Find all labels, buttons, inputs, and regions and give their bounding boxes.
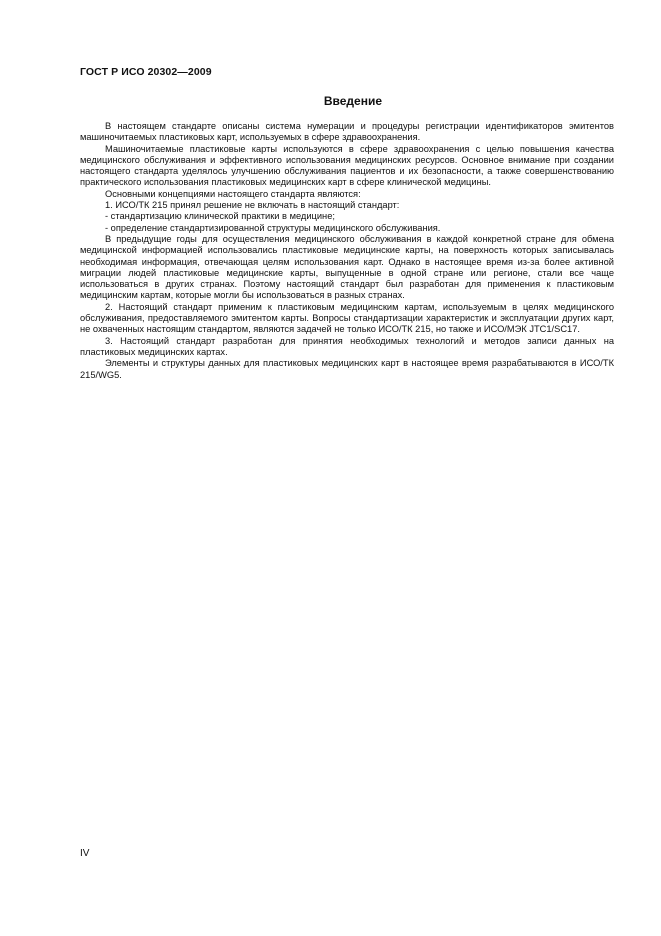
list-item-dash-1: - стандартизацию клинической практики в медицине; [105, 211, 335, 222]
list-item-dash-2: - определение стандартизированной структуры медицинского обслуживания. [105, 222, 441, 233]
section-title: Введение [323, 94, 382, 108]
paragraph-concepts: Основными концепциями настоящего стандарта являются: [105, 188, 361, 199]
list-item-1: 1. ИСО/ТК 215 принял решение не включать в настоящий стандарт: [105, 200, 400, 211]
paragraph-purpose: Машиночитаемые пластиковые карты используются в сфере здравоохранения с целью повышения качества медицинского обслуживания и эффективного использования медицинских ресурсов. Основное внимание при создании настоящего стандарта уделялось улучшению обслуживания пациентов и их безопасности, а также совершенствованию практического использования пластиковых медицинских карт в сфере клинической медицины. [80, 143, 614, 188]
paragraph-elements: Элементы и структуры данных для пластиковых медицинских карт в настоящее время разрабатываются в ИСО/ТК 215/WG5. [80, 358, 614, 380]
document-header: ГОСТ Р ИСО 20302—2009 [80, 66, 212, 78]
paragraph-history: В предыдущие годы для осуществления медицинского обслуживания в каждой конкретной стране для обмена медицинской информацией использовались пластиковые медицинские карты, на поверхность которых записывалась необходимая информация, отвечающая целям использования карт. Однако в настоящее время из-за более активной миграции людей пластиковые медицинские карты, выпущенные в одной стране или регионе, стали все чаще использоваться в других странах. Поэтому настоящий стандарт был разработан для применения к пластиковым медицинским картам, которые могли бы использоваться в разных странах. [80, 233, 614, 301]
section-body [80, 121, 614, 381]
list-item-2: 2. Настоящий стандарт применим к пластиковым медицинским картам, используемым в целях медицинского обслуживания, предоставляемого эмитентом карты. Вопросы стандартизации характеристик и эксплуатации других карт, не охваченных настоящим стандартом, являются задачей не только ИСО/ТК 215, но также и ИСО/МЭК JTC1/SC17. [80, 301, 614, 335]
list-item-3: 3. Настоящий стандарт разработан для принятия необходимых технологий и методов записи данных на пластиковых медицинских картах. [80, 335, 614, 357]
page-number: IV [80, 848, 90, 859]
paragraph-intro: В настоящем стандарте описаны система нумерации и процедуры регистрации идентификаторов эмитентов машиночитаемых пластиковых карт, используемых в сфере здравоохранения. [80, 121, 614, 143]
